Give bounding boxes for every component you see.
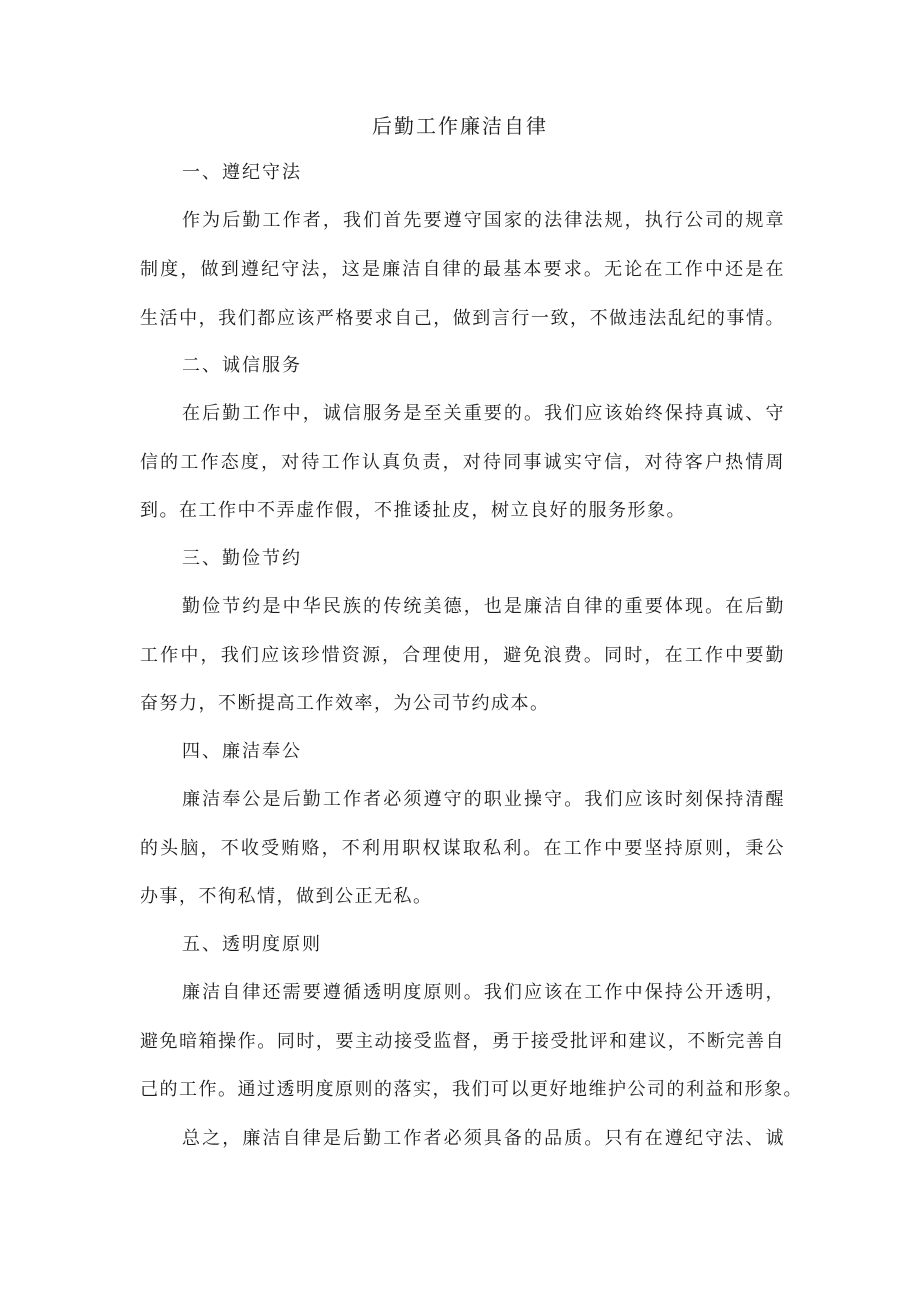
section-heading-2: 二、诚信服务 [182, 355, 302, 376]
section-heading-5: 五、透明度原则 [182, 934, 322, 955]
paragraph-line: 生活中，我们都应该严格要求自己，做到言行一致，不做违法乱纪的事情。 [140, 308, 785, 329]
paragraph-line: 到。在工作中不弄虚作假，不推诿扯皮，树立良好的服务形象。 [140, 500, 686, 521]
paragraph-line: 己的工作。通过透明度原则的落实，我们可以更好地维护公司的利益和形象。 [140, 1079, 803, 1100]
paragraph-line: 办事，不徇私情，做到公正无私。 [140, 886, 433, 907]
paragraph-line: 在后勤工作中，诚信服务是至关重要的。我们应该始终保持真诚、守 [182, 403, 785, 424]
paragraph-line: 制度，做到遵纪守法，这是廉洁自律的最基本要求。无论在工作中还是在 [140, 259, 785, 280]
paragraph-line: 避免暗箱操作。同时，要主动接受监督，勇于接受批评和建议，不断完善自 [140, 1031, 785, 1052]
paragraph-line: 作为后勤工作者，我们首先要遵守国家的法律法规，执行公司的规章 [182, 210, 785, 231]
paragraph-line: 勤俭节约是中华民族的传统美德，也是廉洁自律的重要体现。在后勤 [182, 596, 785, 617]
paragraph-line: 工作中，我们应该珍惜资源，合理使用，避免浪费。同时，在工作中要勤 [140, 645, 785, 666]
paragraph-line: 廉洁自律还需要遵循透明度原则。我们应该在工作中保持公开透明， [182, 982, 785, 1003]
page-title: 后勤工作廉洁自律 [372, 114, 548, 138]
paragraph-line: 奋努力，不断提高工作效率，为公司节约成本。 [140, 693, 550, 714]
paragraph-line: 的头脑，不收受贿赂，不利用职权谋取私利。在工作中要坚持原则，秉公 [140, 838, 785, 859]
section-heading-4: 四、廉洁奉公 [182, 741, 302, 762]
paragraph-line: 廉洁奉公是后勤工作者必须遵守的职业操守。我们应该时刻保持清醒 [182, 789, 785, 810]
closing-paragraph-line: 总之，廉洁自律是后勤工作者必须具备的品质。只有在遵纪守法、诚 [182, 1128, 785, 1149]
section-heading-3: 三、勤俭节约 [182, 548, 302, 569]
section-heading-1: 一、遵纪守法 [182, 162, 302, 183]
paragraph-line: 信的工作态度，对待工作认真负责，对待同事诚实守信，对待客户热情周 [140, 452, 785, 473]
